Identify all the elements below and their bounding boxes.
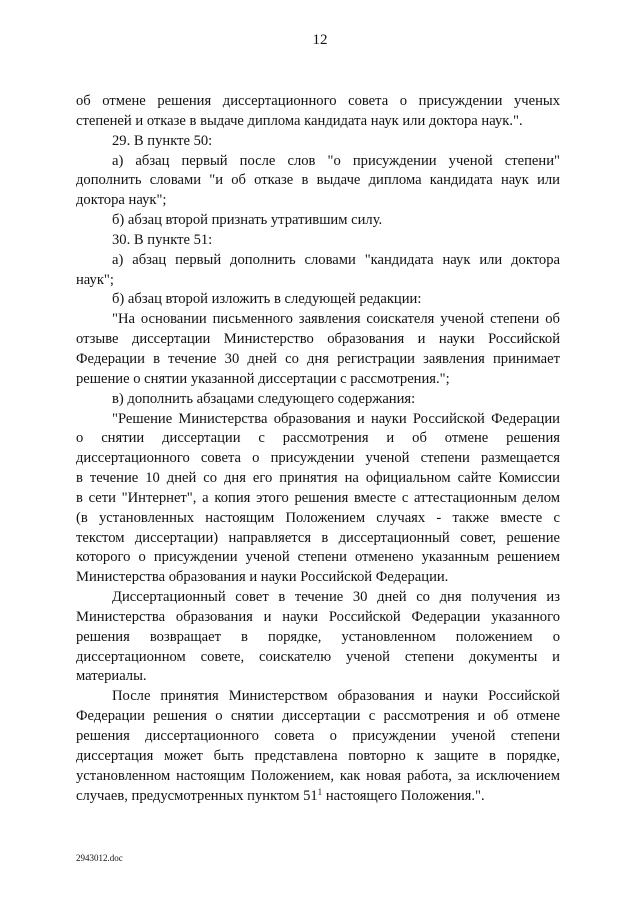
text-line [76, 271, 560, 291]
text-line [76, 112, 560, 132]
text-line-content: об отмене решения диссертационного совета о присуждении ученых [76, 93, 560, 109]
text-line [76, 370, 560, 390]
text-line-content: в) дополнить абзацами следующего содержания: [112, 390, 416, 407]
superscript-reference: 1 [317, 786, 323, 797]
text-line [76, 310, 560, 330]
text-line [76, 767, 560, 787]
text-line [76, 132, 560, 152]
text-line [76, 568, 560, 588]
text-line [76, 648, 560, 668]
text-line-content: которого о присуждении ученой степени отменено указанным решением [76, 549, 560, 566]
text-line-content: доктора наук"; [76, 192, 167, 209]
text-line [76, 231, 560, 251]
text-line-content: дополнить словами "и об отказе в выдаче диплома кандидата наук или [76, 172, 560, 189]
text-line-content: диссертационном совете, соискателю ученой степени документы и [76, 648, 560, 665]
text-line [76, 747, 560, 767]
text-line-content: "Решение Министерства образования и науки Российской Федерации [112, 410, 560, 427]
text-line-content: установленном настоящим Положением, как новая работа, за исключением [76, 767, 560, 784]
text-line-content: диссертация может быть представлена повторно к защите в порядке, [76, 747, 560, 764]
footer-file-name: 2943012.doc [76, 853, 123, 863]
text-line-content: 29. В пункте 50: [112, 132, 213, 149]
text-line-content: решения возвращает в порядке, установленном положением о [76, 628, 560, 645]
text-line-content: (в установленных настоящим Положением случаях - также вместе с [76, 509, 560, 526]
text-line [76, 509, 560, 529]
text-line [76, 211, 560, 231]
text-line [76, 330, 560, 350]
text-line-content: в течение 10 дней со дня его принятия на официальном сайте Комиссии [76, 470, 560, 487]
text-line-content: диссертационного совета о присуждении ученой степени размещается [76, 450, 560, 467]
text-line-content: о снятии диссертации с рассмотрения и об отмене решения [76, 430, 560, 447]
text-line-content: случаев, предусмотренных пунктом 51 [76, 787, 318, 804]
text-line [76, 350, 560, 370]
text-line [76, 390, 560, 410]
text-line [76, 727, 560, 747]
text-line-content: степеней и отказе в выдаче диплома кандидата наук или доктора наук.". [76, 112, 523, 129]
text-line [76, 608, 560, 628]
text-line-content: 30. В пункте 51: [112, 231, 213, 248]
text-line [76, 251, 560, 271]
text-line-content: б) абзац второй изложить в следующей редакции: [112, 291, 422, 308]
text-line [76, 588, 560, 608]
text-line-content: в сети "Интернет", а копия этого решения вместе с аттестационным делом [76, 489, 560, 506]
text-line [76, 469, 560, 489]
text-line-content: материалы. [76, 668, 147, 685]
page-number: 12 [312, 32, 328, 48]
text-line [76, 410, 560, 430]
text-line [76, 92, 560, 112]
text-line-content: Министерства образования и науки Российской Федерации указанного [76, 608, 560, 625]
text-line [76, 290, 560, 310]
text-line-content: текстом диссертации) направляется в диссертационный совет, решение [76, 529, 560, 546]
text-line [76, 191, 560, 211]
text-line-content: "На основании письменного заявления соискателя ученой степени об [112, 311, 560, 328]
text-line [76, 787, 560, 807]
text-line-content: решения диссертационного совета о присуждении ученой степени [76, 728, 560, 744]
text-line [76, 667, 560, 687]
text-line [76, 548, 560, 568]
text-line [76, 529, 560, 549]
text-line [76, 429, 560, 449]
text-line-continuation: настоящего Положения.". [322, 787, 485, 804]
text-line-content: а) абзац первый после слов "о присуждении ученой степени" [112, 152, 560, 169]
text-line [76, 449, 560, 469]
text-line-content: Федерации решения о снятии диссертации с рассмотрения и об отмене [76, 708, 560, 725]
text-line [76, 707, 560, 727]
text-line [76, 687, 560, 707]
text-line-content: б) абзац второй признать утратившим силу. [112, 212, 383, 229]
text-line-content: После принятия Министерством образования и науки Российской [112, 688, 560, 705]
text-line-content: Министерства образования и науки Российской Федерации. [76, 569, 449, 586]
text-line [76, 152, 560, 172]
document-body [76, 92, 560, 806]
text-line-content: решение о снятии указанной диссертации с рассмотрения."; [76, 370, 450, 387]
text-line-content: Диссертационный совет в течение 30 дней со дня получения из [112, 589, 560, 606]
text-line [76, 171, 560, 191]
text-line-content: Федерации в течение 30 дней со дня регистрации заявления принимает [76, 350, 560, 367]
text-line-content: наук"; [76, 271, 114, 288]
text-line-content: а) абзац первый дополнить словами "кандидата наук или доктора [112, 251, 560, 268]
text-line-content: отзыве диссертации Министерство образования и науки Российской [76, 331, 560, 348]
text-line [76, 489, 560, 509]
text-line [76, 628, 560, 648]
